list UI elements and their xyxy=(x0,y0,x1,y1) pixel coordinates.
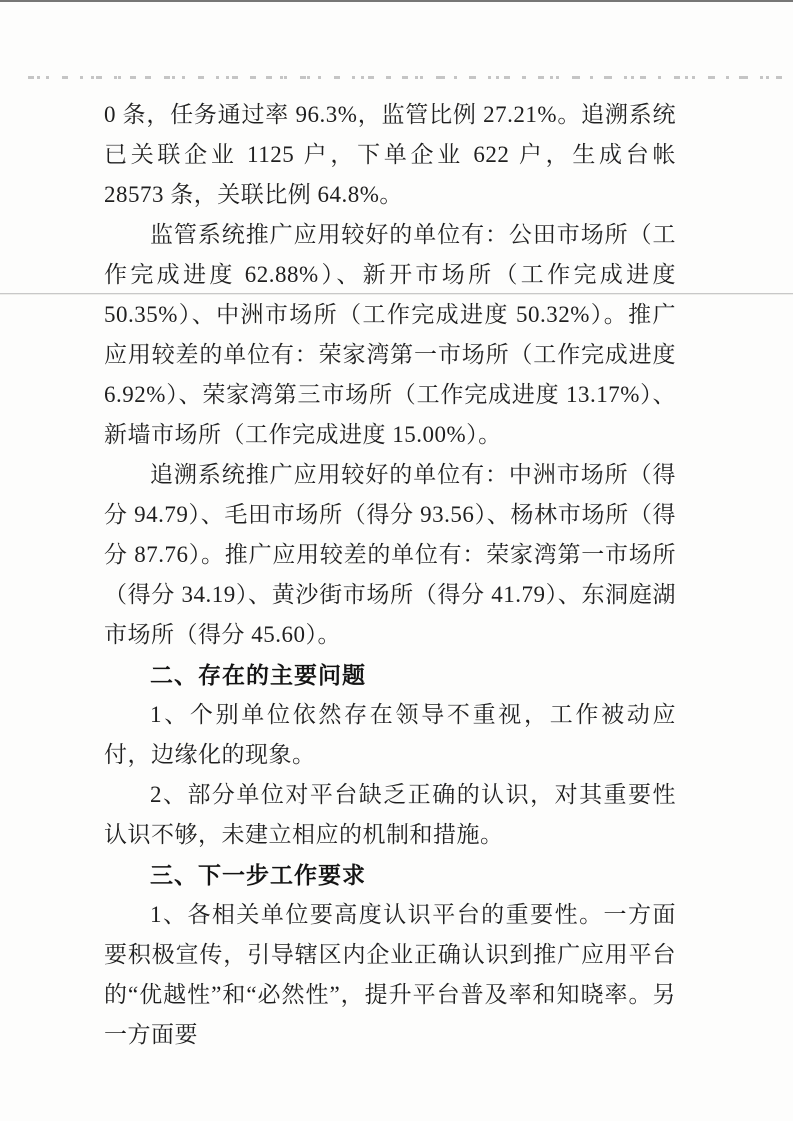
heading-section-2-main-problems: 二、存在的主要问题 xyxy=(150,662,366,688)
paragraph-requirement-1: 1、各相关单位要高度认识平台的重要性。一方面要积极宣传，引导辖区内企业正确认识到推广应用平台的“优越性”和“必然性”，提升平台普及率和知晓率。另一方面要 xyxy=(104,902,676,1047)
heading-section-3-next-work-requirements: 三、下一步工作要求 xyxy=(150,862,366,888)
paragraph-supervision-system-promotion: 监管系统推广应用较好的单位有：公田市场所（工作完成进度 62.88%）、新开市场所（工作完成进度 50.35%）、中洲市场所（工作完成进度 50.32%）。推广应用较差的单位有：荣家湾第一市场所（工作完成进度 6.92%）、荣家湾第三市场所（工作完成进度 13.17%）、新墙市场所（工作完成进度 15.00%）。 xyxy=(104,222,676,447)
paragraph-trace-system-promotion: 追溯系统推广应用较好的单位有：中洲市场所（得分 94.79）、毛田市场所（得分 93.56）、杨林市场所（得分 87.76）。推广应用较差的单位有：荣家湾第一市场所（得分 34.19）、黄沙街市场所（得分 41.79）、东洞庭湖市场所（得分 45.60）。 xyxy=(104,462,676,647)
document-text-block xyxy=(104,95,676,1055)
cut-off-text-fragments xyxy=(28,76,793,79)
scan-top-edge-artifact xyxy=(0,0,793,2)
paragraph-problem-1: 1、个别单位依然存在领导不重视，工作被动应付，边缘化的现象。 xyxy=(104,702,676,767)
paragraph-problem-2: 2、部分单位对平台缺乏正确的认识，对其重要性认识不够，未建立相应的机制和措施。 xyxy=(104,782,676,847)
paragraph-stats-continuation: 0 条，任务通过率 96.3%，监管比例 27.21%。追溯系统已关联企业 1125 户，下单企业 622 户，生成台帐 28573 条，关联比例 64.8%。 xyxy=(104,102,676,207)
